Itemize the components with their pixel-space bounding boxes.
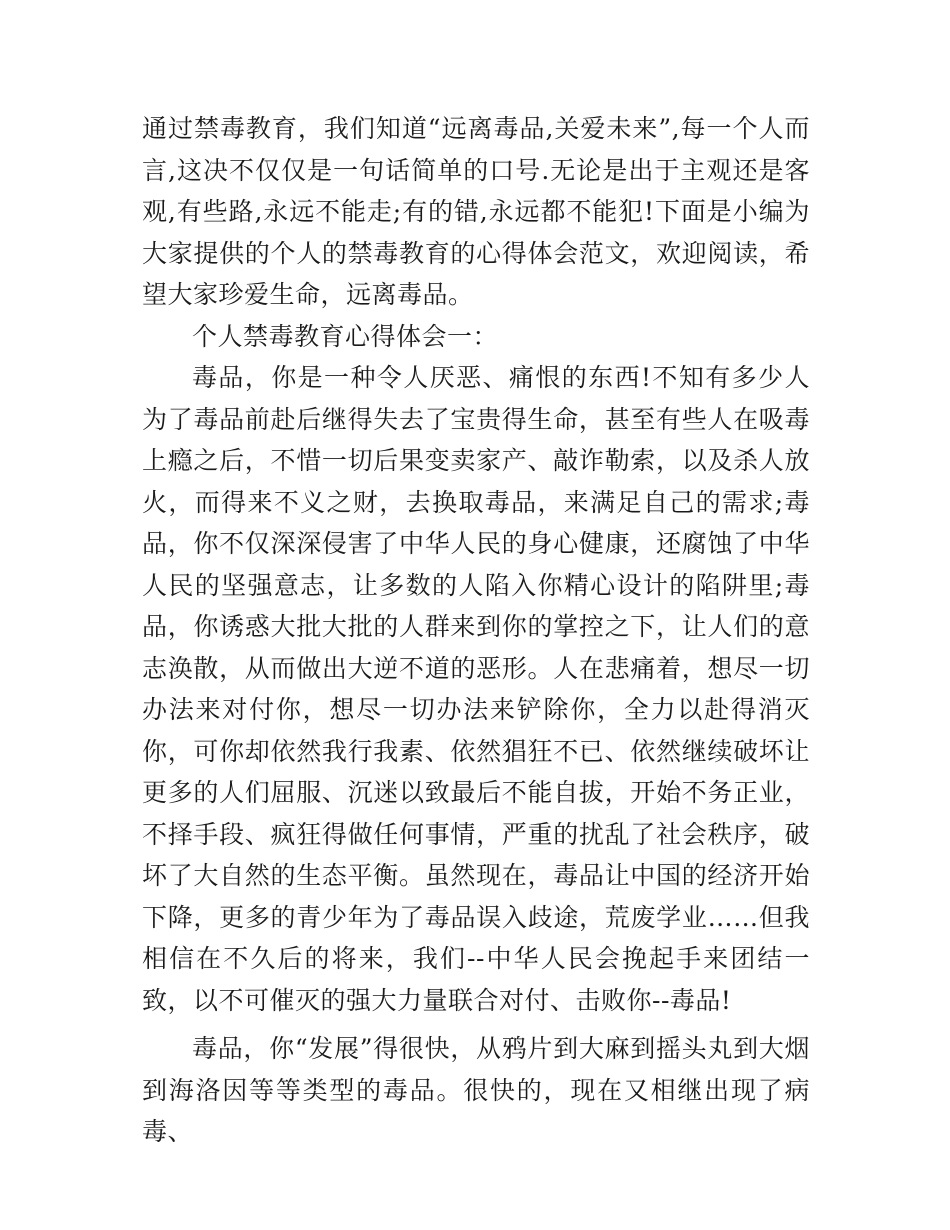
body-paragraph: 毒品，你是一种令人厌恶、痛恨的东西!不知有多少人为了毒品前赴后继得失去了宝贵得生命，甚至有些人在吸毒上瘾之后，不惜一切后果变卖家产、敲诈勒索，以及杀人放火，而得来不义之财，去换取毒品，来满足自己的需求;毒品，你不仅深深侵害了中华人民的身心健康，还腐蚀了中华人民的坚强意志，让多数的人陷入你精心设计的陷阱里;毒品，你诱惑大批大批的人群来到你的掌控之下，让人们的意志涣散，从而做出大逆不道的恶形。人在悲痛着，想尽一切办法来对付你，想尽一切办法来铲除你，全力以赴得消灭你，可你却依然我行我素、依然猖狂不已、依然继续破坏让更多的人们屈服、沉迷以致最后不能自拔，开始不务正业，不择手段、疯狂得做任何事情，严重的扰乱了社会秩序，破坏了大自然的生态平衡。虽然现在，毒品让中国的经济开始下降，更多的青少年为了毒品误入歧途，荒废学业……但我相信在不久后的将来，我们--中华人民会挽起手来团结一致，以不可催灭的强大力量联合对付、击败你--毒品! bbox=[142, 363, 810, 1015]
intro-paragraph: 通过禁毒教育，我们知道“远离毒品,关爱未来”,每一个人而言,这决不仅仅是一句话简单的口号.无论是出于主观还是客观,有些路,永远不能走;有的错,永远都不能犯!下面是小编为大家提供的个人的禁毒教育的心得体会范文，欢迎阅读，希望大家珍爱生命，远离毒品。 bbox=[142, 114, 810, 309]
body-paragraph: 毒品，你“发展”得很快，从鸦片到大麻到摇头丸到大烟到海洛因等等类型的毒品。很快的，现在又相继出现了病毒、 bbox=[142, 1034, 810, 1146]
section-heading: 个人禁毒教育心得体会一： bbox=[192, 321, 499, 351]
document-body bbox=[142, 108, 810, 1153]
